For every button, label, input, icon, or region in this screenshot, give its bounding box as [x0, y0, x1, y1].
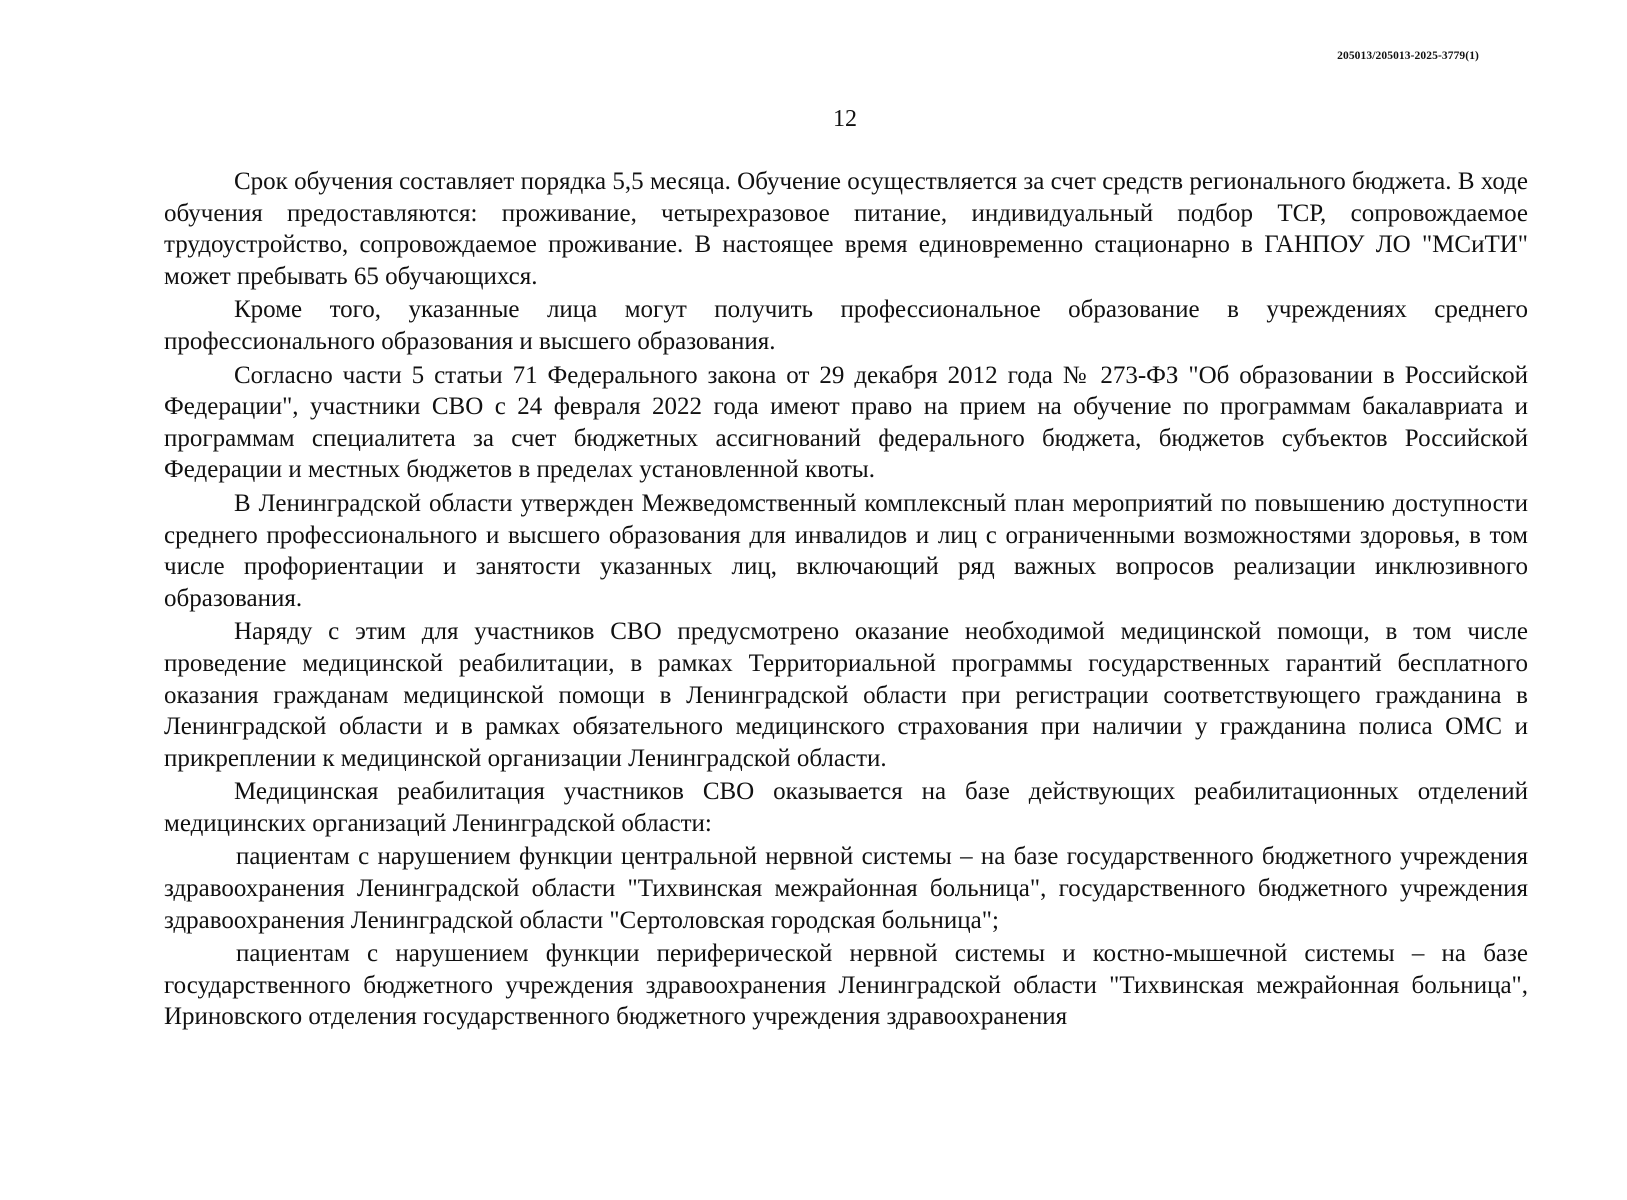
page-number: 12: [833, 106, 857, 132]
list-item-cns-patients: пациентам с нарушением функции центральной нервной системы – на базе государственного бюджетного учреждения здравоохранения Ленинградской области "Тихвинская межрайонная больница", государственного бюджетного учреждения здравоохранения Ленинградской области "Сертоловская городская больница";: [164, 843, 1528, 934]
paragraph-professional-education: Кроме того, указанные лица могут получить профессиональное образование в учреждениях среднего профессионального образования и высшего образования.: [164, 296, 1528, 355]
paragraph-medical-rehabilitation: Медицинская реабилитация участников СВО оказывается на базе действующих реабилитационных отделений медицинских организаций Ленинградской области:: [164, 778, 1528, 837]
paragraph-federal-law: Согласно части 5 статьи 71 Федерального закона от 29 декабря 2012 года № 273-ФЗ "Об образовании в Российской Федерации", участники СВО с 24 февраля 2022 года имеют право на прием на обучение по программам бакалавриата и программам специалитета за счет бюджетных ассигнований федерального бюджета, бюджетов субъектов Российской Федерации и местных бюджетов в пределах установленной квоты.: [164, 361, 1528, 484]
document-body: [164, 166, 1528, 1035]
list-item-pns-patients: пациентам с нарушением функции периферической нервной системы и костно-мышечной системы – на базе государственного бюджетного учреждения здравоохранения Ленинградской области "Тихвинская межрайонная больница", Ириновского отделения государственного бюджетного учреждения здравоохранения: [164, 940, 1528, 1031]
paragraph-medical-assistance: Наряду с этим для участников СВО предусмотрено оказание необходимой медицинской помощи, в том числе проведение медицинской реабилитации, в рамках Территориальной программы государственных гарантий бесплатного оказания гражданам медицинской помощи в Ленинградской области при регистрации соответствующего гражданина в Ленинградской области и в рамках обязательного медицинского страхования при наличии у гражданина полиса ОМС и прикреплении к медицинской организации Ленинградской области.: [164, 618, 1528, 772]
document-id: 205013/205013-2025-3779(1): [1337, 50, 1479, 62]
paragraph-training-period: Срок обучения составляет порядка 5,5 месяца. Обучение осуществляется за счет средств регионального бюджета. В ходе обучения предоставляются: проживание, четырехразовое питание, индивидуальный подбор ТСР, сопровождаемое трудоустройство, сопровождаемое проживание. В настоящее время единовременно стационарно в ГАНПОУ ЛО "МСиТИ" может пребывать 65 обучающихся.: [164, 168, 1528, 290]
paragraph-interagency-plan: В Ленинградской области утвержден Межведомственный комплексный план мероприятий по повышению доступности среднего профессионального и высшего образования для инвалидов и лиц с ограниченными возможностями здоровья, в том числе профориентации и занятости указанных лиц, включающий ряд важных вопросов реализации инклюзивного образования.: [164, 489, 1528, 612]
